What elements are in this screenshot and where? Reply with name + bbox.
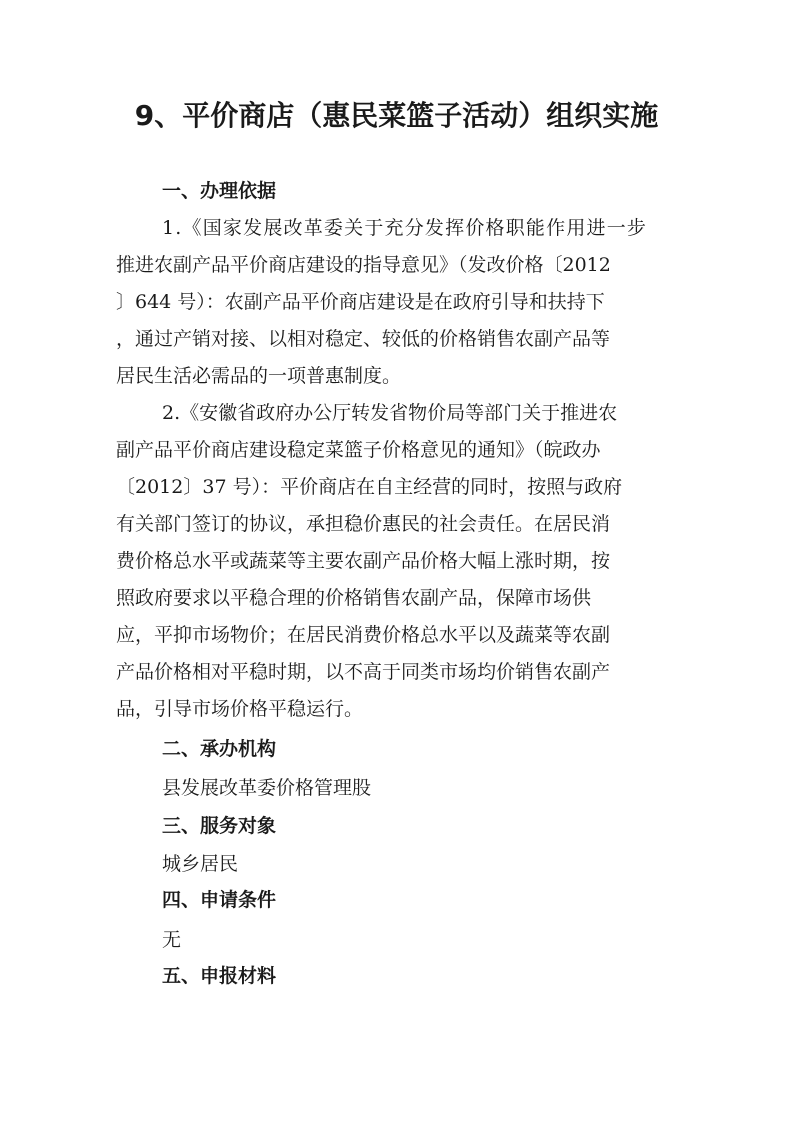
basis-2-line-9: 品，引导市场价格平稳运行。 [116, 698, 364, 720]
basis-2-line-7: 应，平抑市场物价；在居民消费价格总水平以及蔬菜等农副 [116, 624, 611, 646]
basis-1-line-3: 〕644 号）：农副产品平价商店建设是在政府引导和扶持下 [116, 291, 605, 313]
section-4-heading: 四、申请条件 [162, 889, 277, 911]
basis-2-line-8: 产品价格相对平稳时期，以不高于同类市场均价销售农副产 [116, 661, 611, 683]
basis-2-line-6: 照政府要求以平稳合理的价格销售农副产品，保障市场供 [116, 587, 592, 609]
page-title: 9、平价商店（惠民菜篮子活动）组织实施 [134, 99, 659, 132]
basis-2-line-4: 有关部门签订的协议，承担稳价惠民的社会责任。在居民消 [116, 513, 611, 535]
section-4-content: 无 [162, 929, 182, 951]
section-1-heading: 一、办理依据 [162, 180, 277, 202]
basis-2-line-3: 〔2012〕37 号）：平价商店在自主经营的同时，按照与政府 [116, 476, 623, 498]
basis-2-line-1: 2.《安徽省政府办公厅转发省物价局等部门关于推进农 [162, 402, 618, 424]
basis-1-line-1: 1.《国家发展改革委关于充分发挥价格职能作用进一步 [162, 217, 648, 239]
basis-1-line-4: ，通过产销对接、以相对稳定、较低的价格销售农副产品等 [116, 328, 611, 350]
section-2-content: 县发展改革委价格管理股 [162, 777, 372, 799]
section-2-heading: 二、承办机构 [162, 738, 277, 760]
section-3-content: 城乡居民 [162, 853, 239, 875]
basis-1-line-2: 推进农副产品平价商店建设的指导意见》（发改价格〔2012 [116, 254, 611, 276]
section-3-heading: 三、服务对象 [162, 815, 277, 837]
basis-2-line-2: 副产品平价商店建设稳定菜篮子价格意见的通知》（皖政办 [116, 439, 601, 461]
basis-2-line-5: 费价格总水平或蔬菜等主要农副产品价格大幅上涨时期，按 [116, 550, 611, 572]
section-5-heading: 五、申报材料 [162, 965, 277, 987]
basis-1-line-5: 居民生活必需品的一项普惠制度。 [116, 365, 402, 387]
